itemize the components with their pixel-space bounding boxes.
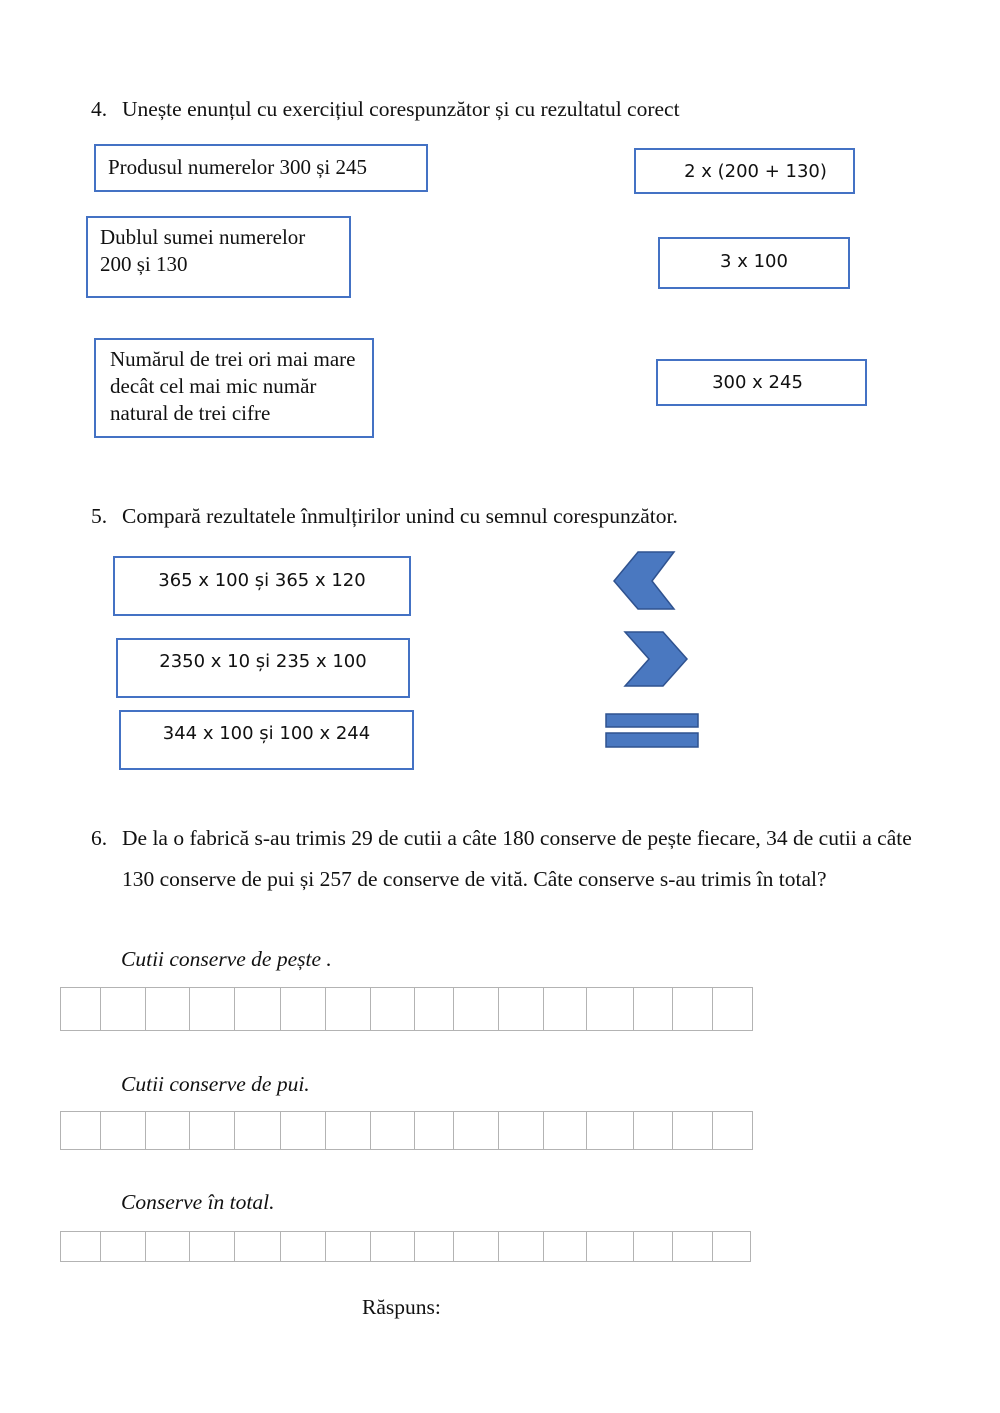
greater-than-icon[interactable] [623,631,689,687]
comparison-box[interactable] [119,710,414,770]
question-number: 6. [91,826,108,850]
less-than-icon[interactable] [612,552,676,610]
question-text: De la o fabrică s-au trimis 29 de cutii a câte 180 conserve de pește fiecare, 34 de cutii a câte 130 conserve de pui și 257 de conserve de vită. Câte conserve s-au trimis în total? [122,826,912,891]
question-text: Unește enunțul cu exercițiul corespunzător și cu rezultatul corect [122,97,680,121]
statement-box[interactable] [86,216,351,298]
statement-box[interactable] [94,338,374,438]
fish-boxes-label: Cutii conserve de pește . [121,947,332,971]
answer-grid-total[interactable] [60,1231,751,1262]
exercise-box[interactable] [658,237,850,289]
comparison-text: 365 x 100 și 365 x 120 [158,570,366,591]
exercise-text: 2 x (200 + 130) [684,160,827,182]
comparison-text: 344 x 100 și 100 x 244 [162,723,371,744]
question-number: 4. [91,97,108,121]
comparison-text: 2350 x 10 și 235 x 100 [159,651,367,672]
chicken-boxes-label: Cutii conserve de pui. [121,1072,310,1096]
equals-icon[interactable] [605,713,699,749]
exercise-text: 3 x 100 [720,251,788,272]
exercise-box[interactable] [656,359,867,406]
exercise-box[interactable] [634,148,855,194]
comparison-box[interactable] [116,638,410,698]
statement-box[interactable] [94,144,428,192]
question-number: 5. [91,504,108,528]
comparison-box[interactable] [113,556,411,616]
statement-text: Numărul de trei ori mai mare decât cel mai mic număr natural de trei cifre [110,347,356,425]
answer-grid-chicken[interactable] [60,1111,753,1150]
question-text: Compară rezultatele înmulțirilor unind cu semnul corespunzător. [122,504,678,528]
answer-grid-fish[interactable] [60,987,753,1031]
statement-text: Dublul sumei numerelor 200 și 130 [100,225,306,276]
total-label: Conserve în total. [121,1190,275,1214]
statement-text: Produsul numerelor 300 și 245 [108,155,367,179]
exercise-text: 300 x 245 [712,372,803,393]
question-4 [91,89,951,130]
question-6 [91,818,931,900]
question-5 [91,496,951,537]
answer-label: Răspuns: [362,1295,441,1319]
